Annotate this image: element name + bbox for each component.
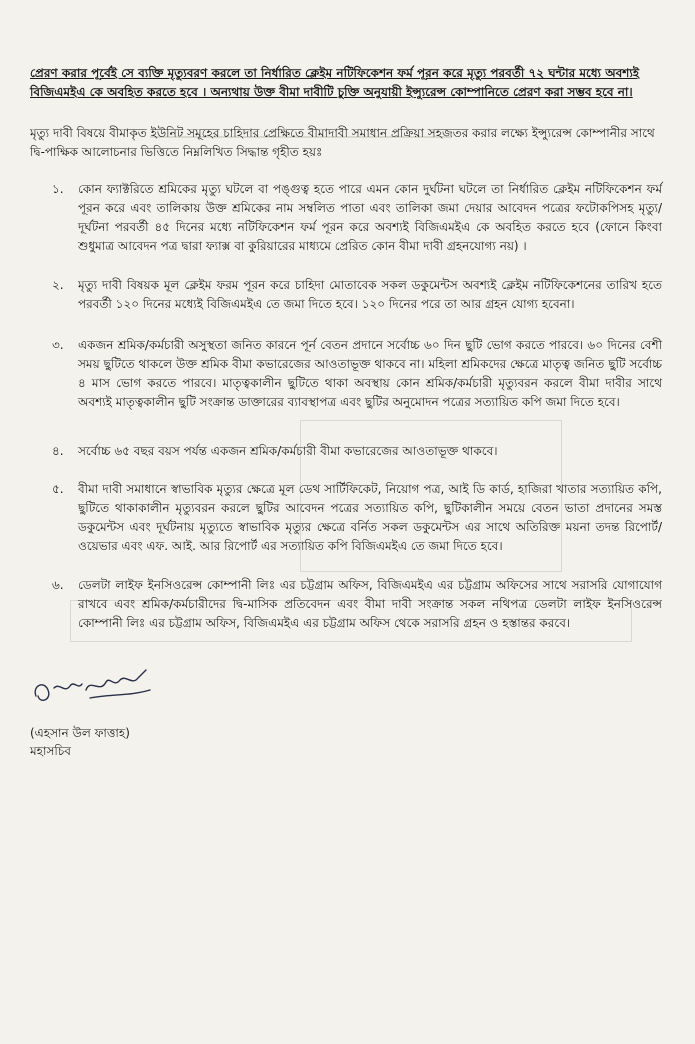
list-item-number: ১. — [52, 182, 64, 196]
list-item-number: ৬. — [52, 578, 64, 592]
list-item-text: বীমা দাবী সমাধানে স্বাভাবিক মৃত্যুর ক্ষেত্রে মূল ডেথ সার্টিফিকেট, নিয়োগ পত্র, আই ডি কার্ড, হাজিরা খাতার সত্যায়িত কপি, ছুটিতে থাকাকালীন মৃত্যুবরন করলে ছুটির আবেদন পত্রের সত্যায়িত কপি, ছুটিকালীন সময়ে বেতন ভাতা প্রদানের সমস্ত ডকুমেন্টস এবং দূর্ঘটনায় মৃত্যুতে স্বাভাবিক মৃত্যুর ক্ষেত্রে বর্নিত সকল ডকুমেন্টস এর সাথে অতিরিক্ত ময়না তদন্ত রিপোর্ট/ওয়েভার এবং এফ. আই. আর রিপোর্ট এর সত্যায়িত কপি বিজিএমইএ তে জমা দিতে হবে। — [78, 482, 662, 553]
list-item-number: ৫. — [52, 482, 64, 496]
intro-notice: প্রেরণ করার পূর্বেই সে ব্যক্তি মৃত্যুবরণ করলে তা নির্ধারিত ক্লেইম নটিফিকেশন ফর্ম পূরন করে মৃত্যু পরবর্তী ৭২ ঘন্টার মধ্যে অবশ্যই বিজিএমইএ কে অবহিত করতে হবে । অন্যথায় উক্ত বীমা দাবীটি চুক্তি অনুযায়ী ইন্স্যুরেন্স কোম্পানিতে প্রেরণ করা সম্ভব হবে না। — [30, 66, 640, 99]
list-item-text: মৃত্যু দাবী বিষয়ক মূল ক্লেইম ফরম পূরন করে চাহিদা মোতাবেক সকল ডকুমেন্টস অবশ্যই ক্লেইম নটিফিকেশনের তারিখ হতে পরবর্তী ১২০ দিনের মধ্যেই বিজিএমইএ তে জমা দিতে হবে। ১২০ দিনের পরে তা আর গ্রহন যোগ্য হবেনা। — [78, 278, 662, 311]
signatory-designation: মহাসচিব — [30, 744, 71, 758]
list-item-number: ২. — [52, 278, 64, 292]
decision-paragraph: মৃত্যু দাবী বিষয়ে বীমাকৃত ইউনিট সমূহের চাহিদার প্রেক্ষিতে বীমাদাবী সমাধান প্রক্রিয়া সহজতর করার লক্ষ্যে ইন্স্যুরেন্স কোম্পানীর সাথে দ্বি-পাক্ষিক আলোচনার ভিত্তিতে নিম্নলিখিত সিদ্ধান্ত গৃহীত হয়ঃ — [30, 126, 655, 159]
list-item-text: একজন শ্রমিক/কর্মচারী অসুস্থতা জনিত কারনে পূর্ন বেতন প্রদানে সর্বোচ্চ ৬০ দিন ছুটি ভোগ করতে পারবে। ৬০ দিনের বেশী সময় ছুটিতে থাকলে উক্ত শ্রমিক বীমা কভারেজের আওতাভূক্ত থাকবে না। মহিলা শ্রমিকদের ক্ষেত্রে মাতৃত্ব জনিত ছুটি সর্বোচ্চ ৪ মাস ভোগ করতে পারবে। মাতৃত্বকালীন ছুটিতে থাকা অবস্থায় কোন শ্রমিক/কর্মচারী মৃত্যুবরন করলে বীমা দাবীর সাথে অবশ্যই মাতৃত্বকালীন ছুটি সংক্রান্ত ডাক্তারের ব্যাবস্থাপত্র এবং ছুটির অনুমোদন পত্রের সত্যায়িত কপি জমা দিতে হবে। — [78, 338, 662, 409]
handwritten-signature — [30, 660, 180, 710]
list-item-number: ৩. — [52, 338, 64, 352]
list-item-text: সর্বোচ্চ ৬৫ বছর বয়স পর্যন্ত একজন শ্রমিক/কর্মচারী বীমা কভারেজের আওতাভূক্ত থাকবে। — [78, 444, 498, 458]
list-item-text: ডেলটা লাইফ ইনসিওরেন্স কোম্পানী লিঃ এর চট্টগ্রাম অফিস, বিজিএমইএ এর চট্টগ্রাম অফিসের সাথে সরাসরি যোগাযোগ রাখবে এবং শ্রমিক/কর্মচারীদের দ্বি-মাসিক প্রতিবেদন এবং বীমা দাবী সংক্রান্ত সকল নথিপত্র ডেলটা লাইফ ইনসিওরেন্স কোম্পানী লিঃ এর চট্টগ্রাম অফিস, বিজিএমইএ এর চট্টগ্রাম অফিস থেকে সরাসরি গ্রহন ও হস্তান্তর করবে। — [78, 578, 662, 630]
signatory-name: (এহসান উল ফাত্তাহ) — [30, 726, 130, 740]
list-item-text: কোন ফ্যাক্টরিতে শ্রমিকের মৃত্যু ঘটলে বা পঙ্গুত্ব হতে পারে এমন কোন দুর্ঘটনা ঘটলে তা নির্ধারিত ক্লেইম নটিফিকেশন ফর্ম পূরন করে এবং তালিকায় উক্ত শ্রমিকের নাম সম্বলিত পাতা এবং তালিকা জমা দেয়ার আবেদন পত্রের ফটোকপিসহ মৃত্যু/দূর্ঘটনা পরবর্তী ৪৫ দিনের মধ্যে নটিফিকেশন ফর্ম পূরন করে অবশ্যই বিজিএমইএ কে অবহিত করতে হবে (ফোনে কিংবা শুধুমাত্র আবেদন পত্র দ্বারা ফ্যাক্স বা কুরিয়ারের মাধ্যমে প্রেরিত কোন বীমা দাবী গ্রহনযোগ্য নয়) । — [78, 182, 662, 253]
list-item-number: ৪. — [52, 444, 64, 458]
